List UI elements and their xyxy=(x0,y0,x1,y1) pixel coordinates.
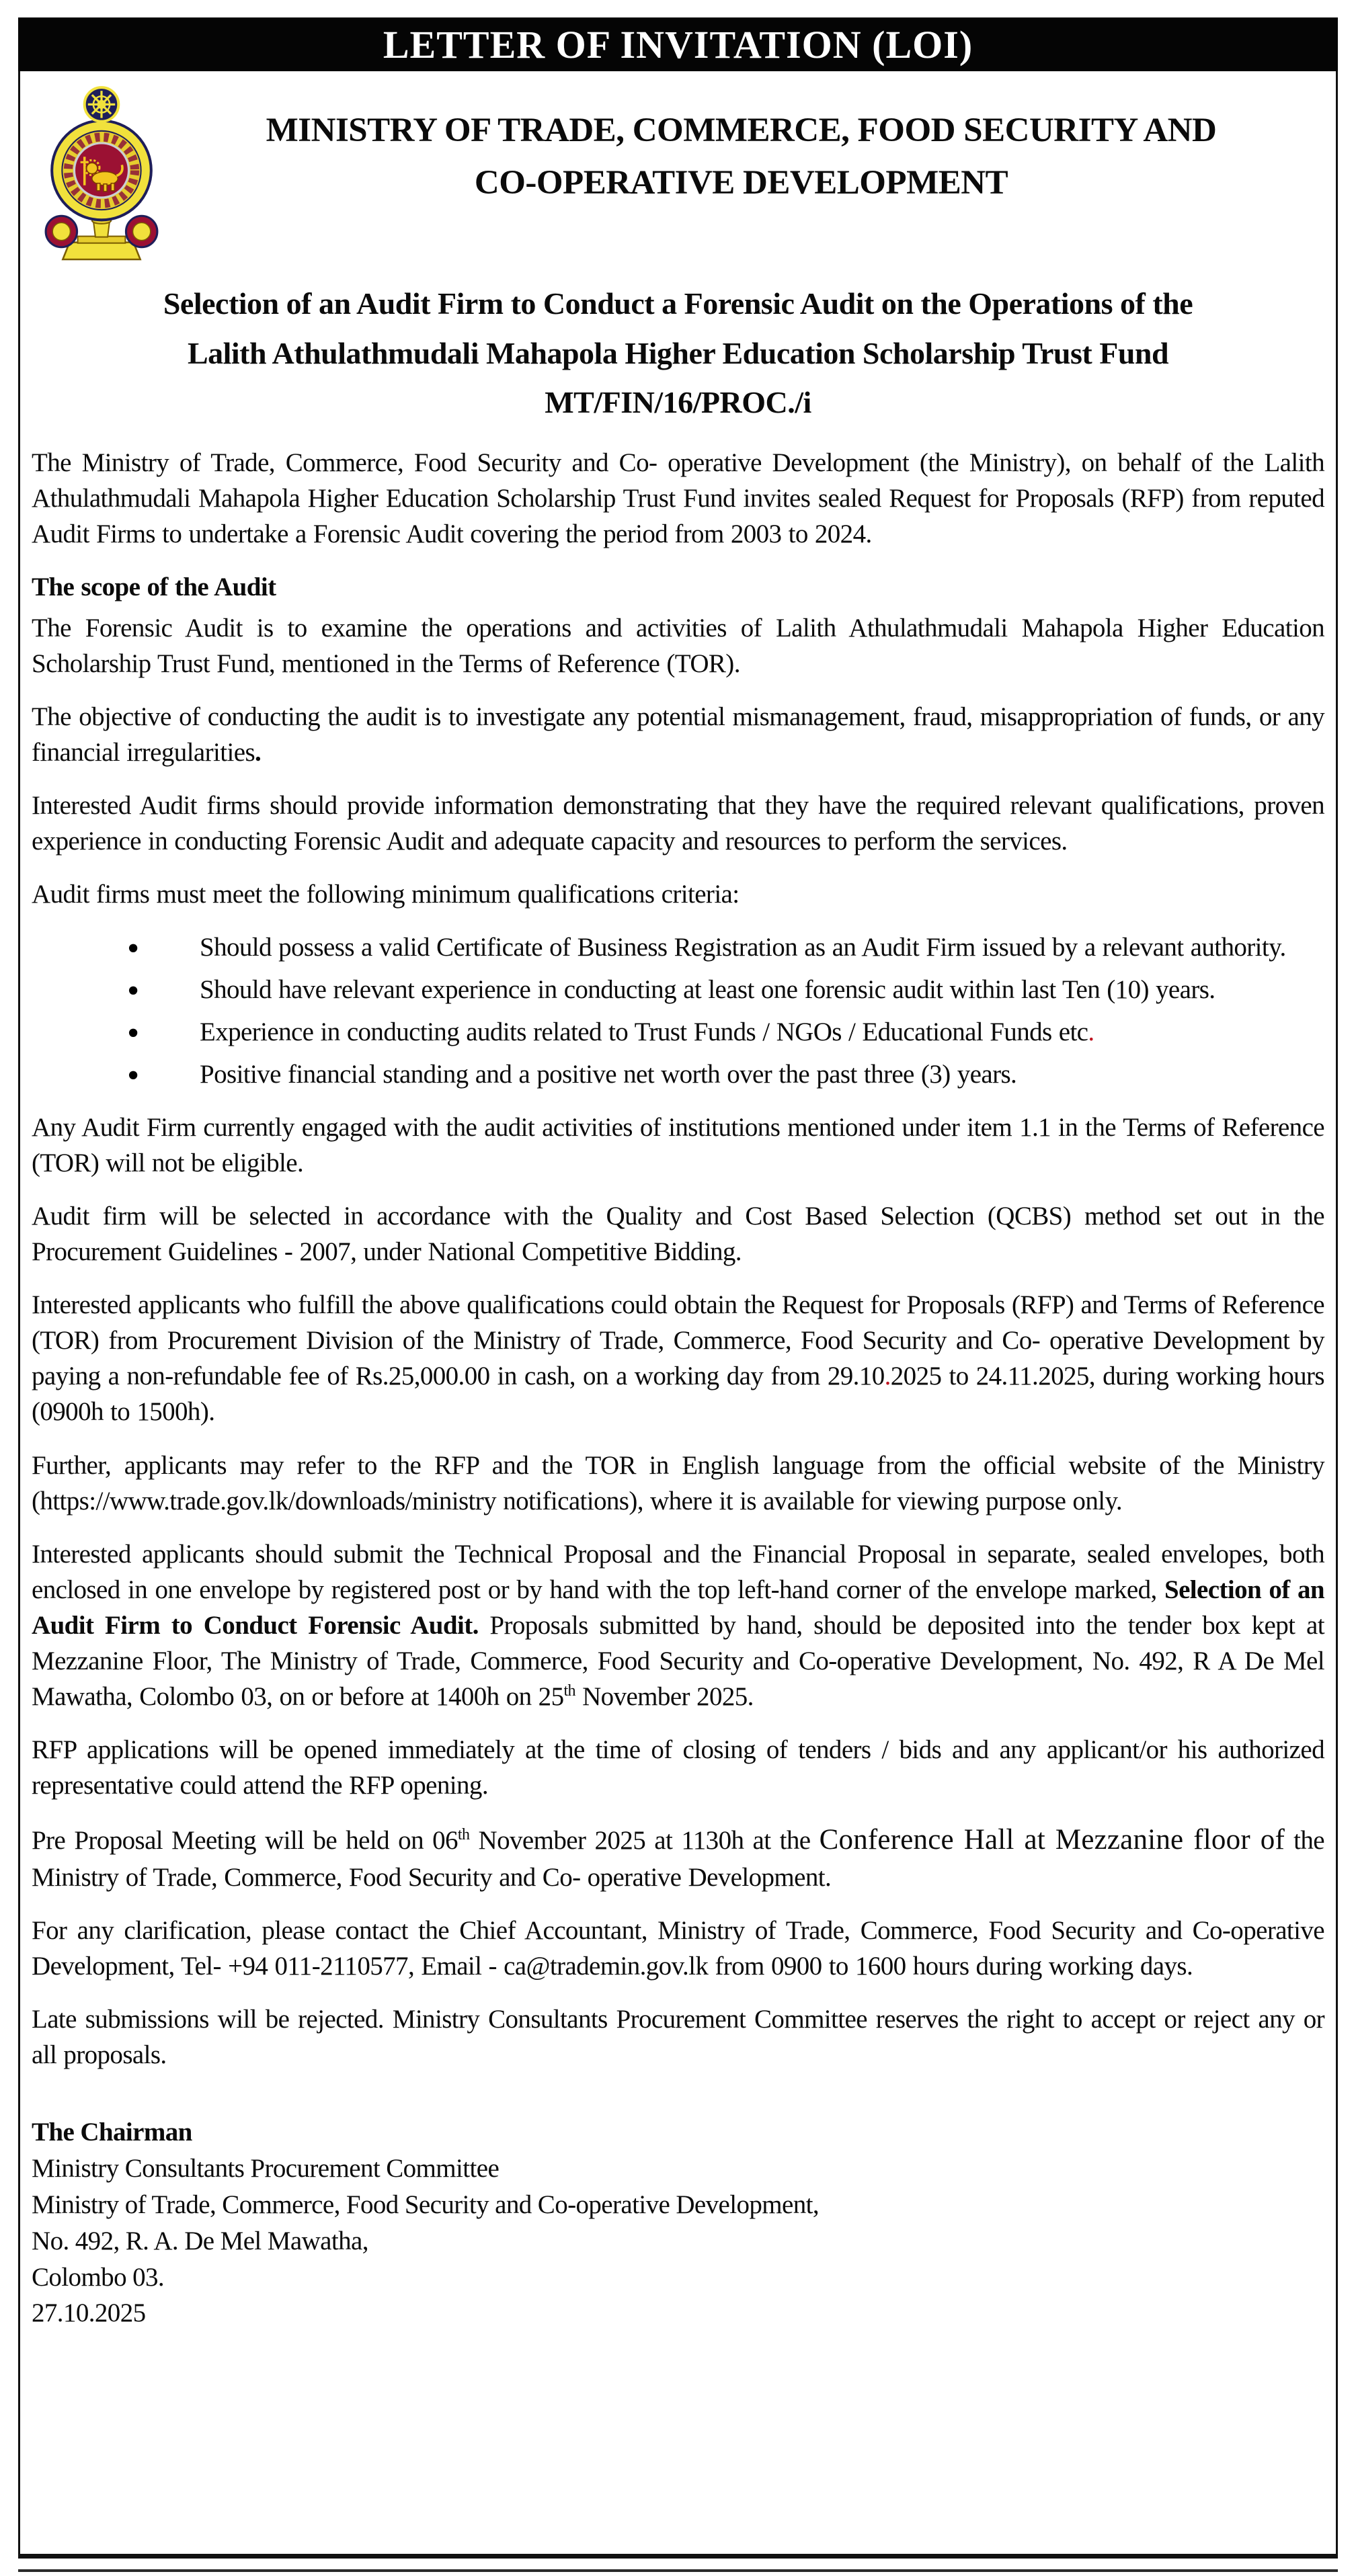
ordinal-suffix: th xyxy=(563,1681,575,1700)
list-item: • Should have relevant experience in conducting at least one forensic audit within last Ten (10) years. xyxy=(32,972,1324,1007)
list-item: • Experience in conducting audits related to Trust Funds / NGOs / Educational Funds etc. xyxy=(32,1014,1324,1050)
sun-medallion-icon xyxy=(46,216,77,247)
procurement-reference-number: MT/FIN/16/PROC./i xyxy=(545,385,811,420)
signature-ministry: Ministry of Trade, Commerce, Food Security and Co-operative Development, xyxy=(32,2190,819,2220)
ordinal-suffix: th xyxy=(457,1825,470,1843)
paragraph-rfp-opening: RFP applications will be opened immediately at the time of closing of tenders / bids and any applicant/or his authorized representative could attend the RFP opening. xyxy=(32,1735,1324,1800)
sri-lanka-emblem-icon xyxy=(44,82,159,265)
signature-address-street: No. 492, R. A. De Mel Mawatha, xyxy=(32,2226,368,2255)
ministry-name-line1: MINISTRY OF TRADE, COMMERCE, FOOD SECURITY AND xyxy=(266,112,1217,149)
document-border-box xyxy=(18,71,1338,2559)
page-bottom-divider xyxy=(18,2569,1338,2572)
paragraph-rfp-obtain: Interested applicants who fulfill the above qualifications could obtain the Request for Proposals (RFP) and Terms of Reference (TOR) from Procurement Division of the Ministry of Trade, Commerce, Food Security and Co- operative Development by paying a non-refundable fee of Rs.25,000.00 in cash, on a working day from 29.10.2025 to 24.11.2025, during working hours (0900h to 1500h). xyxy=(32,1290,1324,1427)
subject-line1: Selection of an Audit Firm to Conduct a Forensic Audit on the Operations of the xyxy=(163,286,1193,321)
signature-date: 27.10.2025 xyxy=(32,2298,146,2328)
paragraph-scope: The Forensic Audit is to examine the operations and activities of Lalith Athulathmudali Mahapola Higher Education Scholarship Trust Fund, mentioned in the Terms of Reference (TOR). xyxy=(32,613,1324,678)
signature-block xyxy=(32,2114,1324,2331)
signatory-title: The Chairman xyxy=(32,2118,192,2147)
criteria-list xyxy=(32,929,1324,1092)
subject-line2: Lalith Athulathmudali Mahapola Higher Education Scholarship Trust Fund xyxy=(187,335,1169,370)
ministry-name-line2: CO-OPERATIVE DEVELOPMENT xyxy=(474,163,1008,202)
banner xyxy=(18,17,1338,71)
contact-phone: +94 011-2110577 xyxy=(228,1952,408,1981)
ministry-website-url: https://www.trade.gov.lk/downloads/ministry notifications xyxy=(40,1486,629,1515)
conference-hall-phrase: Conference Hall at Mezzanine floor of xyxy=(819,1823,1285,1856)
envelope-marking-text: Selection of an Audit Firm to Conduct Forensic Audit. xyxy=(32,1575,1324,1640)
subject-title xyxy=(32,279,1324,427)
red-period: . xyxy=(884,1362,891,1391)
paragraph-criteria-intro: Audit firms must meet the following minimum qualifications criteria: xyxy=(32,880,740,909)
banner-title: LETTER OF INVITATION (LOI) xyxy=(383,22,973,67)
list-item: • Positive financial standing and a positive net worth over the past three (3) years. xyxy=(32,1056,1324,1092)
paragraph-submission: Interested applicants should submit the Technical Proposal and the Financial Proposal in separate, sealed envelopes, both enclosed in one envelope by registered post or by hand with the top left-hand corner of the envelope marked, Selection of an Audit Firm to Conduct Forensic Audit. Proposals submitted by hand, should be deposited into the tender box kept at Mezzanine Floor, The Ministry of Trade, Commerce, Food Security and Co-operative Development, No. 492, R A De Mel Mawatha, Colombo 03, on or before at 1400h on 25th November 2025. xyxy=(32,1539,1324,1711)
signature-address-city: Colombo 03. xyxy=(32,2262,165,2292)
paragraph-website: Further, applicants may refer to the RFP and the TOR in English language from the official website of the Ministry (https://www.trade.gov.lk/downloads/ministry notifications), where it is available for viewing purpose only. xyxy=(32,1450,1324,1515)
red-period: . xyxy=(1088,1017,1094,1047)
signature-committee: Ministry Consultants Procurement Committee xyxy=(32,2154,500,2184)
contact-email: ca@trademin.gov.lk xyxy=(504,1952,709,1981)
paragraph-selection-method: Audit firm will be selected in accordance with the Quality and Cost Based Selection (QCBS) method set out in the Procurement Guidelines - 2007, under National Competitive Bidding. xyxy=(32,1202,1324,1267)
bold-period: . xyxy=(255,738,262,767)
list-item: • Should possess a valid Certificate of Business Registration as an Audit Firm issued by a relevant authority. xyxy=(32,929,1324,965)
paragraph-late-submissions: Late submissions will be rejected. Ministry Consultants Procurement Committee reserves the right to accept or reject any or all proposals. xyxy=(32,2005,1324,2070)
paragraph-invitation: The Ministry of Trade, Commerce, Food Security and Co- operative Development (the Ministry), on behalf of the Lalith Athulathmudali Mahapola Higher Education Scholarship Trust Fund invites sealed Request for Proposals (RFP) from reputed Audit Firms to undertake a Forensic Audit covering the period from 2003 to 2024. xyxy=(32,448,1324,548)
dharma-chakra-icon xyxy=(85,87,119,122)
paragraph-ineligibility: Any Audit Firm currently engaged with the audit activities of institutions mentioned under item 1.1 in the Terms of Reference (TOR) will not be eligible. xyxy=(32,1113,1324,1178)
letterhead xyxy=(32,71,1324,265)
heading-scope-of-audit: The scope of the Audit xyxy=(32,572,276,601)
paragraph-pre-proposal-meeting: Pre Proposal Meeting will be held on 06th November 2025 at 1130h at the Conference Hall at Mezzanine floor of the Ministry of Trade, Commerce, Food Security and Co- operative Development. xyxy=(32,1823,1325,1893)
paragraph-objective: The objective of conducting the audit is to investigate any potential mismanagement, fraud, misappropriation of funds, or any financial irregularities. xyxy=(32,702,1324,767)
ministry-name xyxy=(159,82,1323,209)
national-emblem-graphic xyxy=(44,82,159,262)
moon-medallion-icon xyxy=(126,216,157,247)
paragraph-capability: Interested Audit firms should provide information demonstrating that they have the required relevant qualifications, proven experience in conducting Forensic Audit and adequate capacity and resources to perform the services. xyxy=(32,791,1324,856)
paragraph-clarification: For any clarification, please contact the Chief Accountant, Ministry of Trade, Commerce, Food Security and Co-operative Development, Tel- +94 011-2110577, Email - ca@trademin.gov.lk from 0900 to 1600 hours during working days. xyxy=(32,1916,1324,1981)
